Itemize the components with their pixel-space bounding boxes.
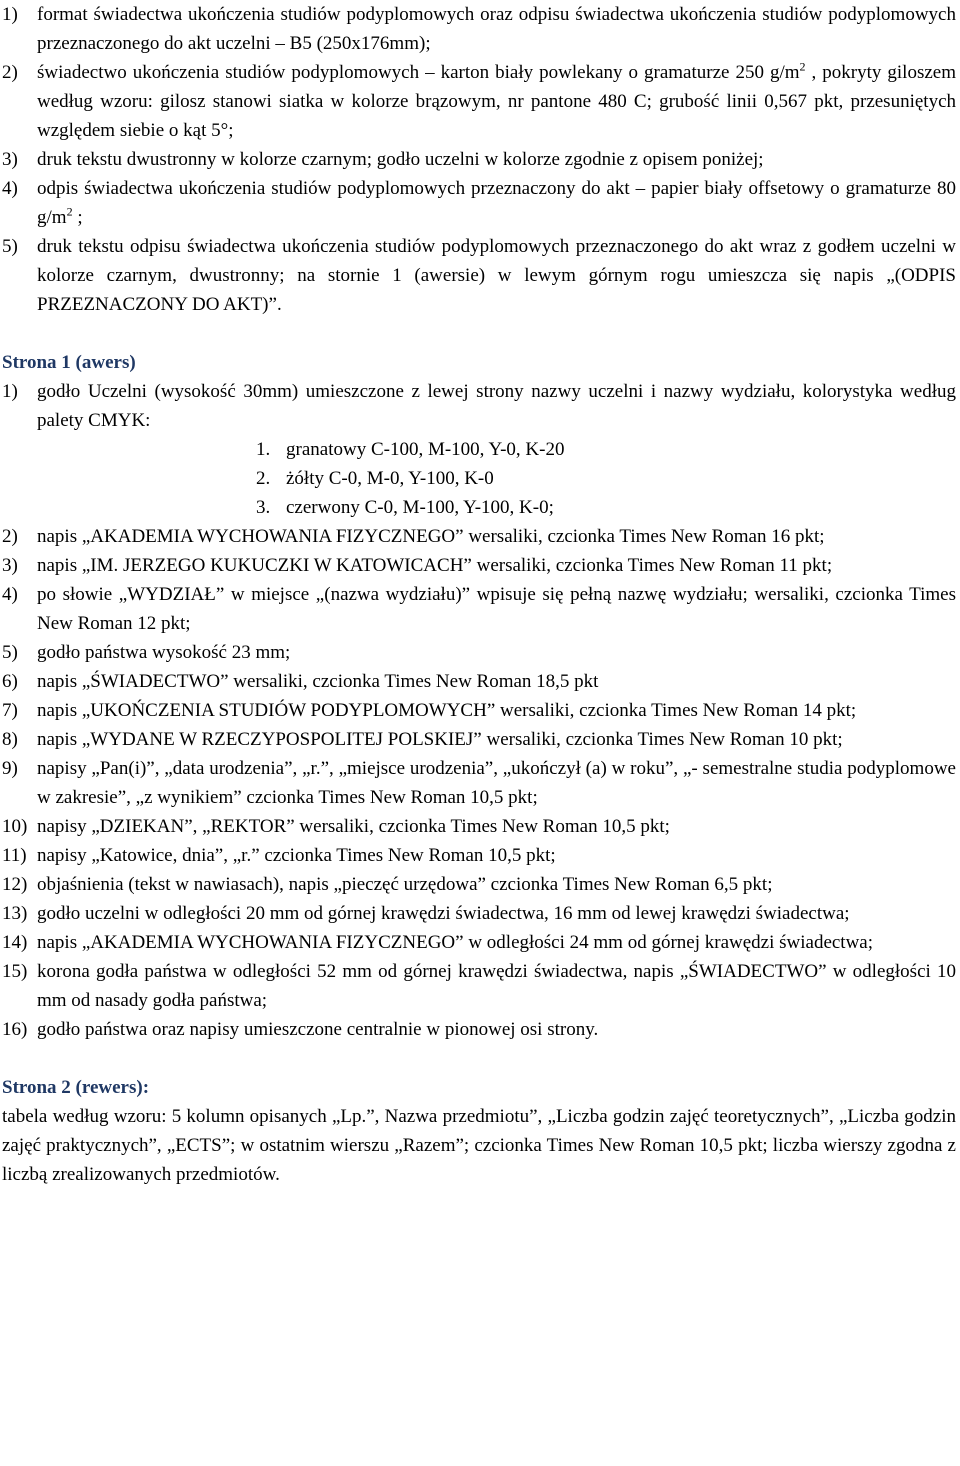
color-list-item: [256, 435, 956, 464]
item-number: 2): [2, 526, 18, 547]
list-item: [2, 145, 956, 174]
section-heading-side2: Strona 2 (rewers):: [2, 1077, 150, 1098]
item-number: 10): [2, 816, 28, 837]
list-item: [2, 638, 956, 667]
item-number: 1): [2, 381, 18, 402]
item-number: 7): [2, 700, 18, 721]
item-number: 14): [2, 932, 28, 953]
item-text: napisy „Pan(i)”, „data urodzenia”, „r.”, „miejsce urodzenia”, „ukończył (a) w roku”, „- semestralne studia podyplomowe w zakresie”, „z wynikiem” czcionka Times New Roman 10,5 pkt;: [37, 758, 956, 808]
item-number: 2.: [256, 468, 271, 489]
item-text-part: świadectwo ukończenia studiów podyplomowych – karton biały powlekany o gramaturze 250 g/m: [37, 62, 800, 83]
item-number: 3): [2, 149, 18, 170]
item-text: żółty C-0, M-0, Y-100, K-0: [286, 468, 494, 489]
item-text: po słowie „WYDZIAŁ” w miejsce „(nazwa wydziału)” wpisuje się pełną nazwę wydziału; wersaliki, czcionka Times New Roman 12 pkt;: [37, 584, 956, 634]
color-list-item: [256, 464, 956, 493]
item-number: 3.: [256, 497, 271, 518]
list-item: [2, 522, 956, 551]
item-number: 8): [2, 729, 18, 750]
item-text: napis „AKADEMIA WYCHOWANIA FIZYCZNEGO” w odległości 24 mm od górnej krawędzi świadectwa;: [37, 932, 874, 953]
list-item: [2, 232, 956, 319]
side1-items: [2, 522, 956, 1044]
superscript: 2: [799, 59, 806, 74]
spacer: [2, 319, 956, 348]
item-number: 13): [2, 903, 28, 924]
list-item: [2, 667, 956, 696]
item-text: napis „AKADEMIA WYCHOWANIA FIZYCZNEGO” wersaliki, czcionka Times New Roman 16 pkt;: [37, 526, 825, 547]
item-text: godło Uczelni (wysokość 30mm) umieszczone z lewej strony nazwy uczelni i nazwy wydziału, kolorystyka według palety CMYK:: [37, 381, 956, 431]
item-text: objaśnienia (tekst w nawiasach), napis „pieczęć urzędowa” czcionka Times New Roman 6,5 pkt;: [37, 874, 773, 895]
item-text: druk tekstu dwustronny w kolorze czarnym; godło uczelni w kolorze zgodnie z opisem poniżej;: [37, 149, 764, 170]
list-item: [2, 725, 956, 754]
list-item: [2, 0, 956, 58]
item-number: 4): [2, 584, 18, 605]
item-number: 15): [2, 961, 28, 982]
list-item: [2, 551, 956, 580]
item-text: korona godła państwa w odległości 52 mm od górnej krawędzi świadectwa, napis „ŚWIADECTWO” w odległości 10 mm od nasady godła państwa;: [37, 961, 956, 1011]
list-item: [2, 812, 956, 841]
list-item: [2, 1015, 956, 1044]
item-text: napis „IM. JERZEGO KUKUCZKI W KATOWICACH” wersaliki, czcionka Times New Roman 11 pkt;: [37, 555, 833, 576]
item-text: druk tekstu odpisu świadectwa ukończenia studiów podyplomowych przeznaczonego do akt wraz z godłem uczelni w kolorze czarnym, dwustronny; na stornie 1 (awersie) w lewym górnym rogu umieszcza się napis „(ODPIS PRZEZNACZONY DO AKT)”.: [37, 236, 956, 315]
item-text: napisy „Katowice, dnia”, „r.” czcionka Times New Roman 10,5 pkt;: [37, 845, 556, 866]
list-item: [2, 174, 956, 232]
list-item: [2, 841, 956, 870]
side2-paragraph: tabela według wzoru: 5 kolumn opisanych „Lp.”, Nazwa przedmiotu”, „Liczba godzin zajęć teoretycznych”, „Liczba godzin zajęć praktycznych”, „ECTS”; w ostatnim wierszu „Razem”; czcionka Times New Roman 10,5 pkt; liczba wierszy zgodna z liczbą zrealizowanych przedmiotów.: [2, 1106, 956, 1185]
list-item: [2, 58, 956, 145]
item-text: czerwony C-0, M-100, Y-100, K-0;: [286, 497, 554, 518]
item-number: 1.: [256, 439, 271, 460]
item-text: [37, 174, 956, 232]
superscript: 2: [66, 204, 73, 219]
item-number: 4): [2, 178, 18, 199]
item-text: format świadectwa ukończenia studiów podyplomowych oraz odpisu świadectwa ukończenia studiów podyplomowych przeznaczonego do akt uczelni – B5 (250x176mm);: [37, 4, 956, 54]
item-number: 12): [2, 874, 28, 895]
item-text: napis „WYDANE W RZECZYPOSPOLITEJ POLSKIEJ” wersaliki, czcionka Times New Roman 10 pkt;: [37, 729, 843, 750]
item-text: godło państwa wysokość 23 mm;: [37, 642, 291, 663]
item-text: godło państwa oraz napisy umieszczone centralnie w pionowej osi strony.: [37, 1019, 599, 1040]
list-item: [2, 754, 956, 812]
item-text-part: , pokryty giloszem według wzoru: gilosz stanowi siatka w kolorze brązowym, nr pantone 480 C; grubość linii 0,567 pkt, przesuniętych względem siebie o kąt 5°;: [37, 62, 956, 141]
item-number: 5): [2, 642, 18, 663]
list-item: [2, 377, 956, 435]
list-item: [2, 899, 956, 928]
item-text: [37, 58, 956, 145]
item-text: napisy „DZIEKAN”, „REKTOR” wersaliki, czcionka Times New Roman 10,5 pkt;: [37, 816, 670, 837]
color-list-item: [256, 493, 956, 522]
list-item: [2, 928, 956, 957]
list-item: [2, 870, 956, 899]
item-text-part: odpis świadectwa ukończenia studiów podyplomowych przeznaczony do akt – papier biały offsetowy o gramaturze 80 g/m: [37, 178, 956, 228]
item-text: napis „ŚWIADECTWO” wersaliki, czcionka Times New Roman 18,5 pkt: [37, 671, 599, 692]
item-text: godło uczelni w odległości 20 mm od górnej krawędzi świadectwa, 16 mm od lewej krawędzi świadectwa;: [37, 903, 850, 924]
item-text: napis „UKOŃCZENIA STUDIÓW PODYPLOMOWYCH” wersaliki, czcionka Times New Roman 14 pkt;: [37, 700, 857, 721]
item-number: 2): [2, 62, 18, 83]
list-item: [2, 957, 956, 1015]
item-number: 9): [2, 758, 18, 779]
item-text-part: ;: [72, 207, 83, 228]
spacer: [2, 1044, 956, 1073]
list-item: [2, 580, 956, 638]
item-number: 6): [2, 671, 18, 692]
item-number: 1): [2, 4, 18, 25]
item-number: 3): [2, 555, 18, 576]
section-heading-side1: Strona 1 (awers): [2, 352, 136, 373]
list-item: [2, 696, 956, 725]
item-number: 11): [2, 845, 27, 866]
item-number: 16): [2, 1019, 28, 1040]
item-number: 5): [2, 236, 18, 257]
item-text: granatowy C-100, M-100, Y-0, K-20: [286, 439, 565, 460]
